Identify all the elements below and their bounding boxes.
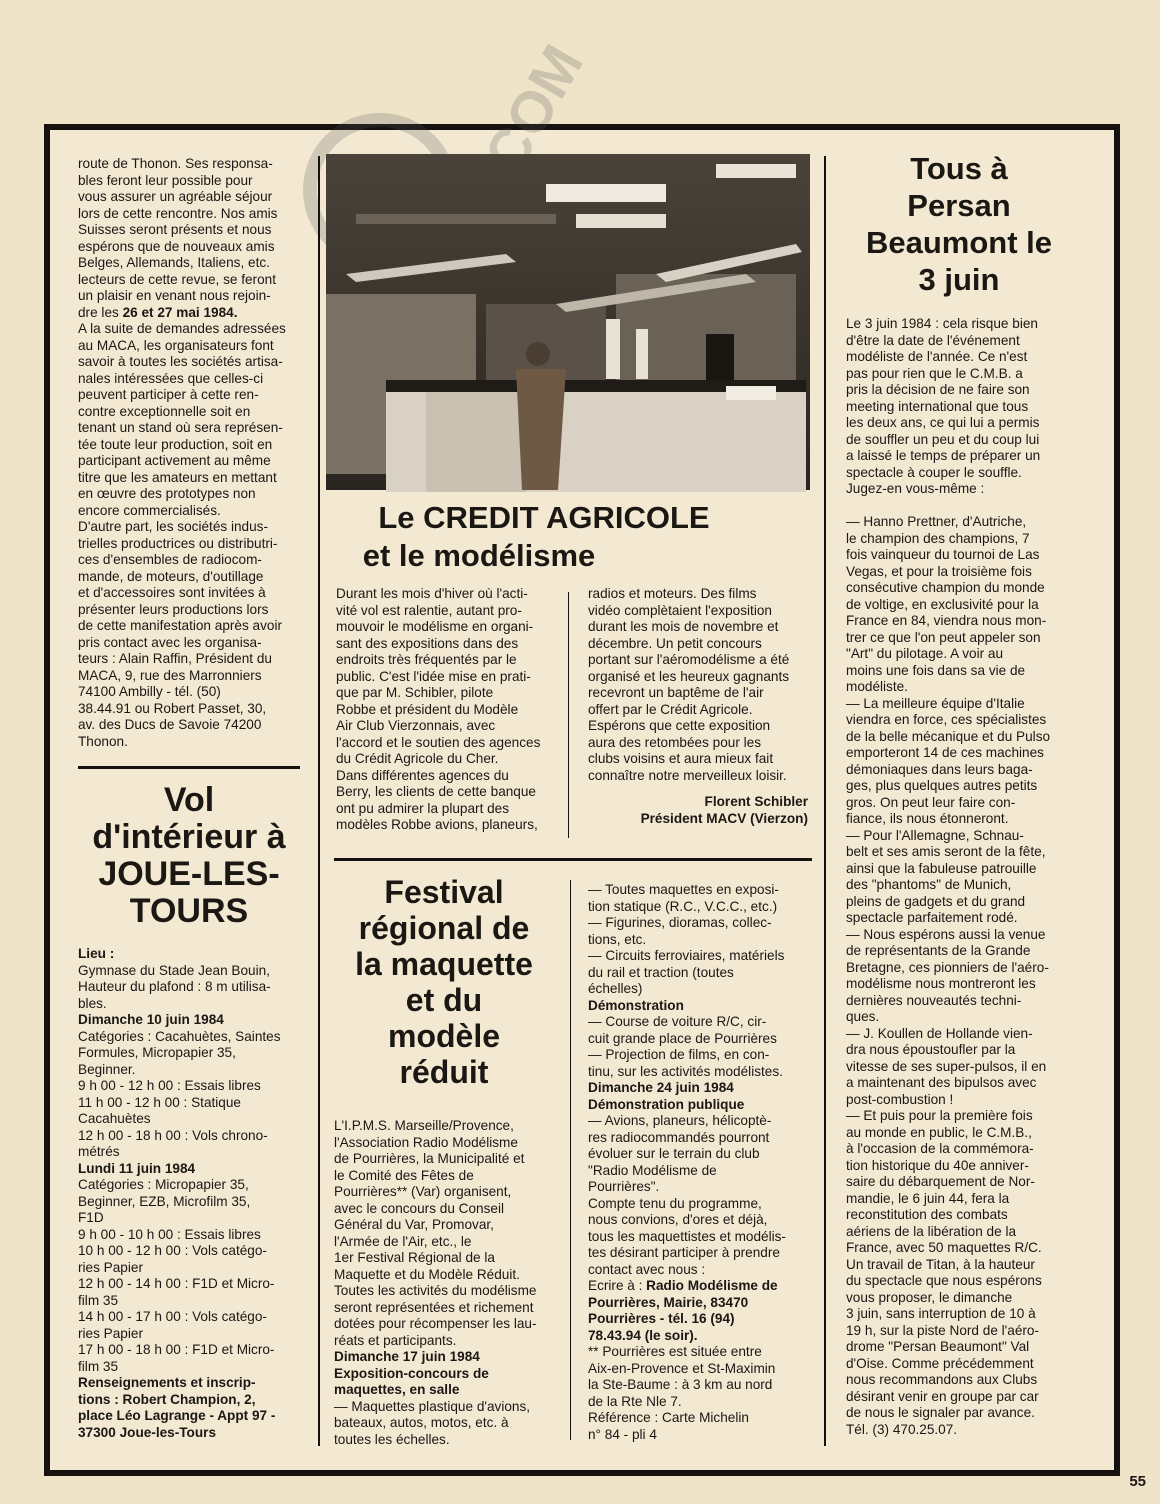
festival-day1: Dimanche 17 juin 1984 [334, 1349, 480, 1364]
credit-column-2 [588, 586, 808, 827]
text-line: Beginner. [78, 1061, 136, 1077]
text-line: Vegas, et pour la troisième fois [846, 563, 1032, 579]
text-line: post-combustion ! [846, 1091, 954, 1107]
text-line: endroits très fréquentés par le [336, 652, 517, 667]
contact-line: place Léo Lagrange - Appt 97 - [78, 1408, 276, 1423]
text-line: durant les mois de novembre et [588, 619, 779, 634]
text-line: de représentants de la Grande [846, 943, 1031, 958]
text-line: F1D [78, 1210, 104, 1225]
text-line: l'Association Radio Modélisme [334, 1134, 518, 1150]
contact-line: 37300 Joue-les-Tours [78, 1424, 217, 1440]
festival-title-line: et du [405, 982, 483, 1018]
text-line: 11 h 00 - 12 h 00 : Statique [78, 1094, 241, 1110]
text-line: "Art" du pilotage. A voir au [846, 646, 1004, 661]
text-line: Berry, les clients de cette banque [336, 784, 536, 799]
text-line: organisé et les heureux gagnants [588, 668, 790, 684]
text-line: connaître notre merveilleux loisir. [588, 767, 787, 783]
credit-signature-title: Président MACV (Vierzon) [640, 810, 808, 826]
text-line: radios et moteurs. Des films [588, 586, 757, 601]
text-line: Un travail de Titan, à la hauteur [846, 1256, 1035, 1272]
text-line: vous assurer un agréable séjour [78, 189, 273, 204]
vol-title-line: Vol [163, 781, 215, 819]
text-line: viendra en force, ces spécialistes [846, 712, 1047, 727]
text-line: trer ce que l'on peut appeler son [846, 629, 1041, 645]
text-line: de Pourrières, la Municipalité et [334, 1151, 525, 1166]
text-line: route de Thonon. Ses responsa- [78, 156, 273, 171]
vol-title-line: TOURS [129, 892, 249, 930]
text-line: au monde en public, le C.M.B., [846, 1124, 1032, 1140]
text-line: Toutes les activités du modélisme [334, 1283, 537, 1298]
text-line: res radiocommandés pourront [588, 1129, 770, 1145]
text-line: tinu, sur les activités modélistes. [588, 1063, 783, 1079]
text-line: Maquette et du Modèle Réduit. [334, 1266, 520, 1282]
text-line: dernières nouveautés techni- [846, 992, 1022, 1008]
text-line: Pourrières** (Var) organisent, [334, 1184, 512, 1199]
text-line: au MACA, les organisateurs font [78, 337, 274, 353]
text-line: pris la décision de ne faire son [846, 382, 1030, 397]
text-line: seront représentées et richement [334, 1299, 534, 1315]
text-line: 38.44.91 ou Robert Passet, 30, [78, 700, 267, 716]
text-line: — Circuits ferroviaires, matériels [588, 948, 785, 963]
text-line: 12 h 00 - 14 h 00 : F1D et Micro- [78, 1276, 275, 1291]
text-line: "Radio Modélisme de [588, 1162, 717, 1178]
text-line: 1er Festival Régional de la [334, 1250, 495, 1265]
demo-public-label: Démonstration publique [588, 1096, 745, 1112]
text-line: emporteront 14 de ces machines [846, 745, 1044, 760]
text-line: vidéo complètaient l'exposition [588, 602, 772, 618]
text-line: Formules, Micropapier 35, [78, 1045, 236, 1060]
festival-column-rule [570, 880, 571, 1440]
text-line: décembre. Un petit concours [588, 635, 762, 651]
lieu-label: Lieu : [78, 946, 115, 961]
text-line: évoluer sur le terrain du club [588, 1146, 760, 1161]
text-line: Le 3 juin 1984 : cela risque bien [846, 316, 1038, 331]
text-line: gros. On peut leur faire con- [846, 794, 1016, 810]
text-line: consécutive champion du monde [846, 580, 1045, 595]
text-line: L'I.P.M.S. Marseille/Provence, [334, 1118, 514, 1133]
text-line: modèles Robbe avions, planeurs, [336, 817, 538, 832]
persan-column [846, 316, 1068, 1438]
text-line: le Comité des Fêtes de [334, 1167, 474, 1183]
festival-day2: Dimanche 24 juin 1984 [588, 1080, 734, 1095]
text-line: moins une fois dans sa vie de [846, 662, 1026, 678]
text-line: tion statique (R.C., V.C.C., etc.) [588, 898, 778, 914]
contact-line: Renseignements et inscrip- [78, 1375, 256, 1390]
festival-title [334, 874, 554, 1090]
text-line: bateaux, autos, motos, etc. à [334, 1415, 509, 1430]
text-line: désirant venir en groupe par car [846, 1388, 1039, 1404]
text-line: ainsi que la fabuleuse patrouille [846, 860, 1037, 876]
festival-title-line: la maquette [355, 946, 533, 982]
credit-title-line2: et le modélisme [362, 538, 596, 573]
text-line: lors de cette rencontre. Nos amis [78, 205, 278, 221]
text-line: Catégories : Cacahuètes, Saintes [78, 1028, 281, 1044]
text-line: ** Pourrières est située entre [588, 1344, 762, 1359]
text-line: Catégories : Micropapier 35, [78, 1177, 249, 1192]
expo-line: maquettes, en salle [334, 1382, 460, 1397]
text-line: — La meilleure équipe d'Italie [846, 695, 1025, 711]
text-line: a laissé le temps de préparer un [846, 448, 1041, 463]
text-line: que par M. Schibler, pilote [336, 685, 494, 700]
text-line: Hauteur du plafond : 8 m utilisa- [78, 979, 271, 994]
text-line: Durant les mois d'hiver où l'acti- [336, 586, 528, 601]
text-line: — Et puis pour la première fois [846, 1108, 1033, 1123]
text-line: de souffler un peu et du coup lui [846, 431, 1040, 447]
text-line: savoir à toutes les sociétés artisa- [78, 354, 283, 369]
left-divider [78, 766, 300, 769]
text-line: saire du débarquement de Nor- [846, 1174, 1035, 1189]
persan-title-line: Persan [907, 188, 1011, 223]
text-line: film 35 [78, 1292, 119, 1308]
vol-title [70, 782, 308, 930]
text-line: du Crédit Agricole du Cher. [336, 751, 499, 766]
text-line: démoniaques dans leurs baga- [846, 761, 1033, 777]
text-line: de la belle mécanique et du Pulso [846, 728, 1051, 744]
festival-title-line: régional de [358, 910, 530, 946]
text-line: av. des Ducs de Savoie 74200 [78, 717, 262, 732]
text-line: recevront un baptême de l'air [588, 685, 764, 700]
vol-column [78, 946, 300, 1441]
text-line: Belges, Allemands, Italiens, etc. [78, 255, 270, 270]
text-line: 17 h 00 - 18 h 00 : F1D et Micro- [78, 1342, 275, 1357]
text-line: l'accord et le soutien des agences [336, 734, 541, 750]
left-top-column [78, 156, 298, 750]
text-line: modélisme nous montreront les [846, 976, 1036, 991]
text-line: — Avions, planeurs, hélicoptè- [588, 1113, 772, 1128]
text-line: tée toute leur production, soit en [78, 436, 273, 452]
text-line: contact avec nous : [588, 1261, 706, 1277]
text-line: métrés [78, 1144, 120, 1159]
text-line: toutes les échelles. [334, 1431, 450, 1447]
text-line: ont pu admirer la plupart des [336, 800, 510, 816]
text-line: modéliste. [846, 679, 908, 694]
credit-column-1 [336, 586, 556, 834]
persan-title-line: Tous à [910, 151, 1008, 186]
text-line: Jugez-en vous-même : [846, 481, 985, 496]
text-line: aura des retombées pour les [588, 734, 762, 750]
contact-address-line: 78.43.94 (le soir). [588, 1327, 698, 1343]
text-line: reconstitution des combats [846, 1207, 1008, 1222]
text-line: 10 h 00 - 12 h 00 : Vols catégo- [78, 1243, 267, 1258]
text-line: teurs : Alain Raffin, Président du [78, 651, 272, 666]
text-line: vité vol est ralentie, autant pro- [336, 602, 522, 618]
text-line: réats et participants. [334, 1332, 457, 1348]
text-line: Bretagne, ces pionniers de l'aéro- [846, 959, 1049, 975]
text-line: tion historique du 40e anniver- [846, 1157, 1029, 1173]
text-line: MACA, 9, rue des Marronniers [78, 667, 262, 683]
text-line: Référence : Carte Michelin [588, 1410, 749, 1425]
text-line: Beginner, EZB, Microfilm 35, [78, 1193, 251, 1209]
text-line: participant activement au même [78, 453, 271, 468]
text-line: un plaisir en venant nous rejoin- [78, 288, 271, 303]
festival-title-line: modèle [387, 1018, 501, 1054]
text-line: a maintenant des bipulsos avec [846, 1075, 1037, 1090]
text-line: clubs voisins et aura mieux fait [588, 751, 774, 766]
text-line: D'autre part, les sociétés indus- [78, 519, 268, 534]
text-line: nous convions, d'ores et déjà, [588, 1212, 768, 1227]
text-line: ques. [846, 1009, 880, 1024]
text-line: drome "Persan Beaumont" Val [846, 1339, 1030, 1354]
text-line: pleins de gadgets et du grand [846, 893, 1026, 909]
text-line: du spectacle que nous espérons [846, 1273, 1042, 1288]
text-line: et d'accessoires sont invitées à [78, 585, 266, 600]
text-line: d'Oise. Comme précédemment [846, 1355, 1034, 1371]
text-line: échelles) [588, 981, 643, 996]
text-line: fois vainqueur du tournoi de Las [846, 547, 1040, 562]
text-line: peuvent participer à cette ren- [78, 387, 259, 402]
text-line: titre que les amateurs en mettant [78, 469, 277, 485]
text-line: Robbe et président du Modèle [336, 701, 519, 717]
persan-title-line: 3 juin [918, 262, 1000, 297]
text-line: vous proposer, le dimanche [846, 1289, 1013, 1305]
text-line: — Projection de films, en con- [588, 1047, 770, 1062]
credit-title-line1: Le CREDIT AGRICOLE [378, 500, 710, 535]
text-line: trielles productrices ou distributri- [78, 535, 278, 551]
text-line: l'Armée de l'Air, etc., le [334, 1233, 472, 1249]
text-line: 3 juin, sans interruption de 10 à [846, 1306, 1036, 1321]
text-line: 14 h 00 - 17 h 00 : Vols catégo- [78, 1309, 267, 1324]
column-rule-right [824, 156, 826, 1446]
credit-column-rule [568, 592, 569, 838]
text-line: bles feront leur possible pour [78, 172, 253, 188]
text-line: Suisses seront présents et nous [78, 222, 272, 237]
text-line: de nous le signaler par avance. [846, 1405, 1035, 1420]
text-line: spectacle à couper le souffle. [846, 464, 1022, 480]
text-line: encore commercialisés. [78, 502, 221, 518]
text-line: Général du Var, Promovar, [334, 1217, 494, 1232]
text-line: Air Club Vierzonnais, avec [336, 718, 496, 733]
festival-column-2 [588, 882, 810, 1443]
text-line: dotées pour récompenser les lau- [334, 1316, 537, 1331]
text-line: fiance, ils nous étonneront. [846, 811, 1009, 826]
contact-line: tions : Robert Champion, 2, [78, 1391, 256, 1407]
center-divider [334, 858, 812, 861]
text-line: de cette manifestation après avoir [78, 618, 283, 633]
text-line: Aix-en-Provence et St-Maximin [588, 1360, 776, 1376]
text-line: espérons que de nouveaux amis [78, 238, 275, 254]
text-line: nales intéressées que celles-ci [78, 370, 264, 386]
text-line: aériens de la libération de la [846, 1223, 1017, 1239]
vol-title-line: JOUE-LES- [98, 855, 280, 893]
text-line: de la Rte Nle 7. [588, 1393, 682, 1409]
text-line: pas pour rien que le C.M.B. a [846, 365, 1023, 381]
text-line: ces d'ensembles de radiocom- [78, 552, 262, 567]
text-line: ges, plus quelques autres petits [846, 778, 1038, 793]
column-rule-left [318, 156, 320, 1446]
text-line: portant sur l'aéromodélisme a été [588, 652, 790, 667]
text-line: modéliste de l'année. Ce n'est [846, 349, 1028, 364]
text-line: Compte tenu du programme, [588, 1195, 762, 1211]
text-line [846, 498, 1068, 515]
text-line: présenter leurs productions lors [78, 601, 269, 617]
persan-title-line: Beaumont le [865, 225, 1053, 260]
text-line: public. C'est l'idée mise en prati- [336, 668, 531, 684]
text-line: tes désirant participer à prendre [588, 1245, 780, 1260]
text-line: 9 h 00 - 10 h 00 : Essais libres [78, 1226, 261, 1242]
text-line: — Pour l'Allemagne, Schnau- [846, 827, 1024, 843]
text-line: Gymnase du Stade Jean Bouin, [78, 962, 270, 978]
text-line: — Hanno Prettner, d'Autriche, [846, 514, 1027, 529]
text-line: belt et ses amis seront de la fête, [846, 844, 1046, 859]
text-line: à l'occasion de la commémora- [846, 1141, 1034, 1156]
text-line: 12 h 00 - 18 h 00 : Vols chrono- [78, 1127, 268, 1143]
text-line: des "phantoms" de Munich, [846, 877, 1012, 892]
page-number: 55 [1129, 1473, 1146, 1490]
text-line: vitesse de ses super-pulsos, il en [846, 1058, 1047, 1074]
credit-signature-name: Florent Schibler [704, 794, 808, 809]
text-line: dra nous époustoufler par la [846, 1042, 1016, 1057]
contact-address-line: Pourrières - tél. 16 (94) [588, 1311, 735, 1326]
text-line: de voltige, en exclusivité pour la [846, 596, 1039, 612]
text-line: spectacle parfaitement rodé. [846, 910, 1018, 925]
festival-title-line: réduit [399, 1054, 489, 1090]
text-line: 19 h, sur la piste Nord de l'aéro- [846, 1322, 1040, 1338]
text-line: — Nous espérons aussi la venue [846, 926, 1046, 942]
text-line: 74100 Ambilly - tél. (50) [78, 684, 221, 699]
text-line: film 35 [78, 1358, 119, 1374]
text-line: Pourrières". [588, 1179, 660, 1194]
vol-title-line: d'intérieur à [92, 818, 286, 856]
text-line: 9 h 00 - 12 h 00 : Essais libres [78, 1078, 261, 1093]
text-line: mande, de moteurs, d'outillage [78, 568, 264, 584]
text-line: cuit grande place de Pourrières [588, 1030, 777, 1046]
expo-line: Exposition-concours de [334, 1365, 489, 1381]
contact-address-line: Ecrire à : Radio Modélisme de [588, 1278, 778, 1293]
text-line: Thonon. [78, 733, 128, 749]
text-line: — Maquettes plastique d'avions, [334, 1398, 531, 1414]
vol-day2: Lundi 11 juin 1984 [78, 1160, 196, 1176]
text-line: mandie, le 6 juin 44, fera la [846, 1190, 1010, 1206]
persan-title [838, 150, 1080, 298]
text-line: — Course de voiture R/C, cir- [588, 1014, 767, 1029]
text-line: offert par le Crédit Agricole. [588, 701, 753, 717]
text-line: Cacahuètes [78, 1111, 151, 1126]
text-line: avec le concours du Conseil [334, 1200, 505, 1216]
text-line: pris contact avec les organisa- [78, 634, 262, 650]
text-line: Tél. (3) 470.25.07. [846, 1421, 958, 1437]
exhibition-photo [326, 154, 810, 490]
text-line: France, avec 50 maquettes R/C. [846, 1240, 1042, 1255]
event-dates: dre les 26 et 27 mai 1984. [78, 304, 238, 320]
text-line: A la suite de demandes adressées [78, 321, 286, 336]
text-line: tions, etc. [588, 931, 647, 947]
text-line: lecteurs de cette revue, se feront [78, 271, 276, 287]
text-line: la Ste-Baume : à 3 km au nord [588, 1377, 773, 1392]
festival-column-1 [334, 1118, 556, 1448]
text-line: ries Papier [78, 1259, 143, 1275]
text-line: bles. [78, 995, 107, 1011]
text-line: contre exceptionnelle soit en [78, 403, 251, 419]
text-line: sant des expositions dans des [336, 635, 519, 651]
demo-label: Démonstration [588, 997, 684, 1013]
text-line: — Figurines, dioramas, collec- [588, 915, 772, 930]
text-line: nous recommandons aux Clubs [846, 1372, 1038, 1387]
text-line: le champion des champions, 7 [846, 530, 1030, 546]
contact-address-line: Pourrières, Mairie, 83470 [588, 1294, 749, 1310]
text-line: — Toutes maquettes en exposi- [588, 882, 779, 897]
vol-day1: Dimanche 10 juin 1984 [78, 1012, 224, 1027]
text-line: France en 84, viendra nous mon- [846, 613, 1047, 628]
text-line: n° 84 - pli 4 [588, 1426, 657, 1442]
text-line: du rail et traction (toutes [588, 964, 734, 980]
text-line: en œuvre des prototypes non [78, 486, 256, 501]
text-line: d'être la date de l'événement [846, 332, 1020, 348]
text-line: — J. Koullen de Hollande vien- [846, 1025, 1033, 1041]
text-line: mouvoir le modélisme en organi- [336, 619, 534, 634]
text-line: tous les maquettistes et modélis- [588, 1228, 786, 1244]
text-line: tenant un stand où sera représen- [78, 420, 283, 435]
festival-title-line: Festival [384, 874, 504, 910]
text-line: ries Papier [78, 1325, 143, 1341]
text-line: meeting international que tous [846, 398, 1029, 414]
text-line: les deux ans, ce qui lui a permis [846, 415, 1040, 430]
text-line: Dans différentes agences du [336, 767, 509, 783]
text-line: Espérons que cette exposition [588, 718, 771, 733]
